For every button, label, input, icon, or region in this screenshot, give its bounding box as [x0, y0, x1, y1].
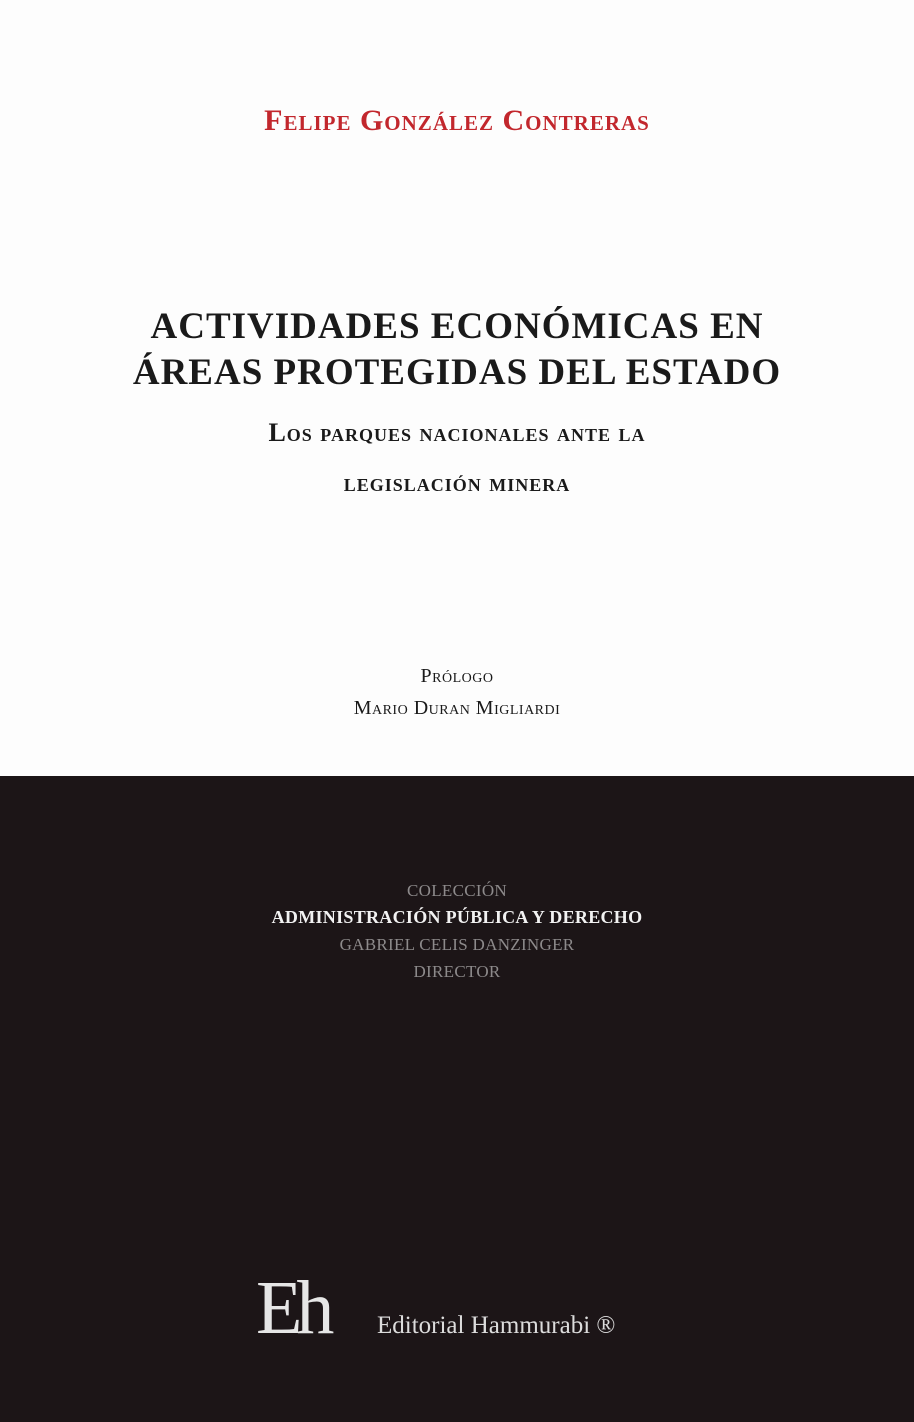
collection-block	[0, 877, 914, 985]
title-line-1: ACTIVIDADES ECONÓMICAS EN	[150, 306, 764, 347]
prologue-label: Prólogo	[420, 665, 494, 687]
collection-director-name: GABRIEL CELIS DANZINGER	[339, 935, 575, 954]
subtitle-line-1: Los parques nacionales ante la	[268, 418, 646, 447]
subtitle-line-2: legislación minera	[343, 468, 571, 497]
book-subtitle	[0, 408, 914, 508]
collection-director-label: DIRECTOR	[413, 962, 501, 981]
collection-label: COLECCIÓN	[407, 881, 507, 900]
collection-name: ADMINISTRACIÓN PÚBLICA Y DERECHO	[271, 907, 643, 927]
publisher-name: Editorial Hammurabi ®	[377, 1312, 616, 1339]
author-name: Felipe González Contreras	[264, 104, 650, 137]
title-line-2: ÁREAS PROTEGIDAS DEL ESTADO	[132, 352, 782, 393]
book-title	[0, 304, 914, 396]
publisher-logo: Eh	[256, 1266, 329, 1350]
prologue-block	[0, 660, 914, 724]
prologue-author: Mario Duran Migliardi	[353, 697, 561, 719]
